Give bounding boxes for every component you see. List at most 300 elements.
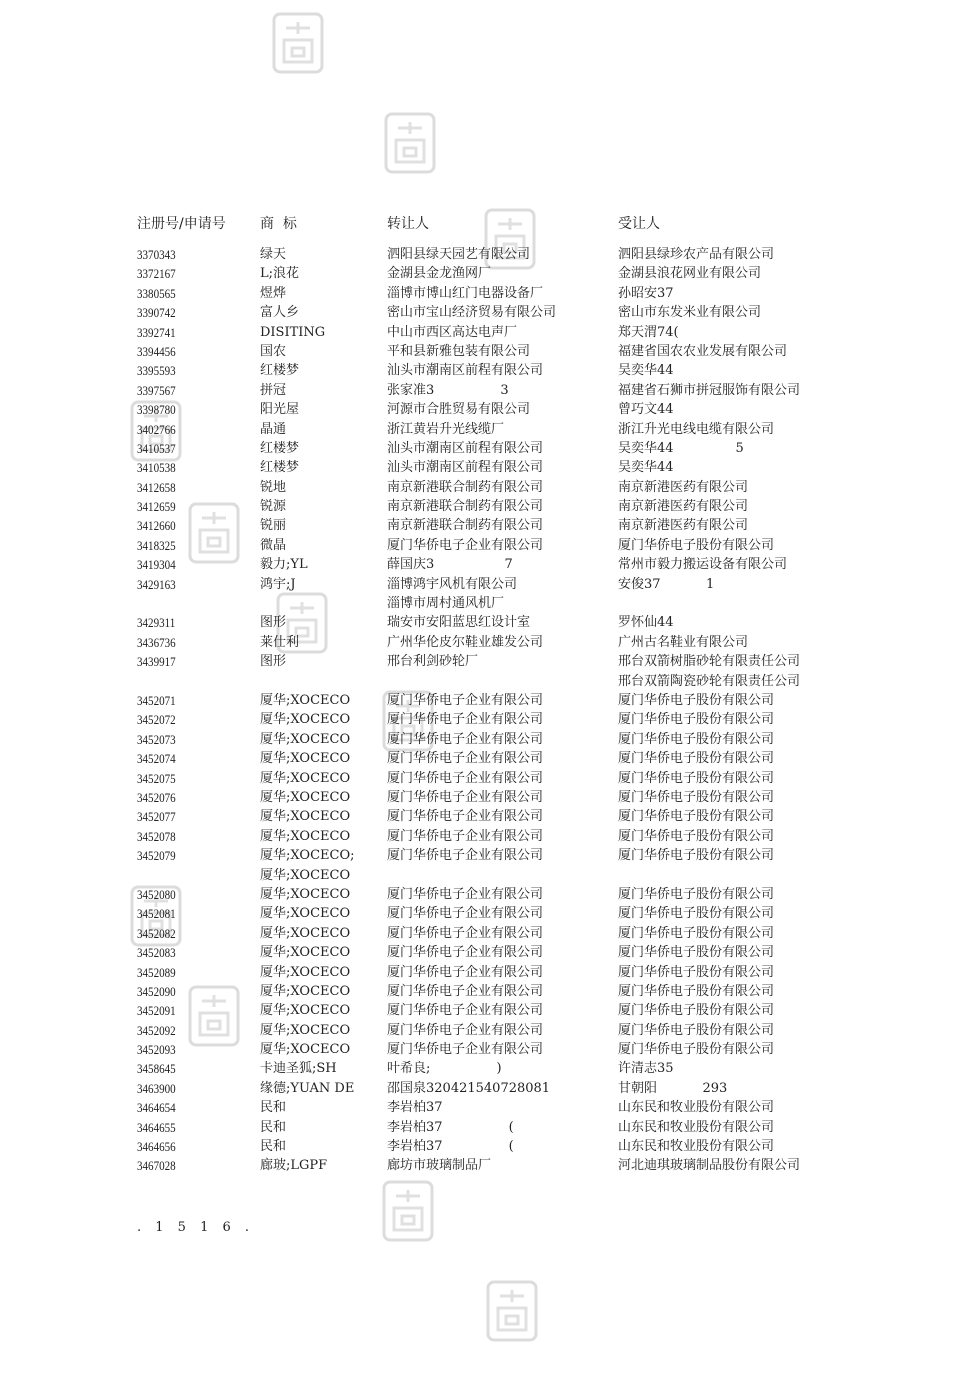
cell-line: 卡迪圣狐;SH	[260, 1061, 337, 1077]
table-row	[0, 1001, 980, 1020]
cell-line: 淄博鸿宇风机有限公司	[387, 576, 518, 592]
cell-line: 3463900	[137, 1080, 176, 1096]
cell-line: 罗怀仙44	[618, 615, 674, 631]
cell-line: 厦门华侨电子股份有限公司	[618, 906, 775, 922]
cell-line: 厦华;XOCECO	[260, 925, 351, 941]
cell-line: 3452073	[137, 731, 176, 747]
reg-no-cell	[137, 264, 176, 283]
transferor-cell	[387, 1059, 502, 1078]
cell-line: 图形	[260, 654, 287, 670]
assignee-cell	[618, 710, 774, 729]
mark-cell	[260, 730, 350, 749]
table-row	[0, 749, 980, 768]
reg-no-cell	[137, 1040, 176, 1059]
cell-line: 泗阳县绿珍农产品有限公司	[618, 247, 775, 262]
mark-cell	[260, 381, 286, 400]
cell-line: 厦门华侨电子企业有限公司	[387, 809, 544, 825]
table-row	[0, 885, 980, 904]
cell-line: 福建省石狮市拼冠服饰有限公司	[618, 382, 801, 398]
reg-no-cell	[137, 284, 176, 303]
cell-line: 3398780	[137, 402, 176, 418]
assignee-cell	[618, 478, 748, 497]
watermark	[382, 1180, 434, 1242]
reg-no-cell	[137, 749, 176, 768]
assignee-cell	[618, 361, 674, 380]
cell-line: 南京新港医药有限公司	[618, 499, 749, 515]
transferor-cell	[387, 807, 543, 826]
cell-line: 厦门华侨电子企业有限公司	[387, 848, 544, 864]
cell-line: 3464655	[137, 1119, 176, 1135]
assignee-cell	[618, 924, 774, 943]
cell-line: 南京新港医药有限公司	[618, 518, 749, 534]
reg-no-cell	[137, 691, 176, 710]
table-row	[0, 420, 980, 439]
table-row	[0, 943, 980, 962]
cell-line: 厦门华侨电子企业有限公司	[387, 731, 544, 747]
assignee-cell	[618, 749, 774, 768]
reg-no-cell	[137, 458, 176, 477]
reg-no-cell	[137, 323, 176, 342]
mark-cell	[260, 769, 350, 788]
cell-line: 厦门华侨电子股份有限公司	[618, 789, 775, 805]
cell-line: 厦门华侨电子股份有限公司	[618, 828, 775, 844]
cell-line: 3452075	[137, 770, 176, 786]
cell-line: 郑天渭74(	[618, 324, 679, 340]
transferor-cell	[387, 633, 543, 652]
cell-line: 厦门华侨电子企业有限公司	[387, 1003, 544, 1019]
cell-line: 山东民和牧业股份有限公司	[618, 1139, 775, 1155]
assignee-cell	[618, 1079, 727, 1098]
transferor-cell	[387, 284, 543, 303]
reg-no-cell	[137, 924, 176, 943]
reg-no-cell	[137, 633, 176, 652]
cell-line: 3452072	[137, 712, 176, 728]
transferor-cell	[387, 342, 530, 361]
cell-line: 缘德;YUAN DE	[260, 1080, 355, 1096]
reg-no-cell	[137, 478, 176, 497]
transferor-cell	[387, 730, 543, 749]
reg-no-cell	[137, 1079, 176, 1098]
mark-cell	[260, 516, 286, 535]
cell-line: 厦门华侨电子企业有限公司	[387, 964, 544, 980]
table-row	[0, 303, 980, 322]
table-row	[0, 342, 980, 361]
mark-cell	[260, 536, 286, 555]
cell-line: 淄博市周村通风机厂	[387, 596, 505, 612]
mark-cell	[260, 439, 299, 458]
table-row	[0, 555, 980, 574]
cell-line: 3429311	[137, 615, 176, 631]
cell-line: 厦华;XOCECO	[260, 945, 351, 961]
transferor-cell	[387, 420, 504, 439]
table-row	[0, 1079, 980, 1098]
cell-line: 吴奕华44	[618, 460, 674, 476]
cell-line: 煜烨	[260, 285, 287, 301]
cell-line: 厦门华侨电子股份有限公司	[618, 537, 775, 553]
mark-cell	[260, 264, 299, 283]
table-row	[0, 323, 980, 342]
mark-cell	[260, 478, 286, 497]
cell-line: 厦门华侨电子股份有限公司	[618, 693, 775, 709]
assignee-cell	[618, 439, 744, 458]
reg-no-cell	[137, 963, 176, 982]
assignee-cell	[618, 284, 674, 303]
header-assignee: 受让人	[618, 216, 660, 232]
cell-line: 厦华;XOCECO	[260, 1022, 351, 1038]
mark-cell	[260, 885, 350, 904]
transferor-cell	[387, 264, 491, 283]
mark-cell	[260, 710, 350, 729]
assignee-cell	[618, 963, 774, 982]
reg-no-cell	[137, 1098, 176, 1117]
reg-no-cell	[137, 943, 176, 962]
assignee-cell	[618, 1156, 800, 1175]
assignee-cell	[618, 691, 774, 710]
table-row	[0, 652, 980, 691]
mark-cell	[260, 303, 299, 322]
cell-line: 3452092	[137, 1022, 176, 1038]
cell-line: 汕头市潮南区前程有限公司	[387, 460, 544, 476]
cell-line: 3452081	[137, 906, 176, 922]
assignee-cell	[618, 497, 748, 516]
reg-no-cell	[137, 1001, 176, 1020]
table-row	[0, 807, 980, 826]
cell-line: 厦门华侨电子企业有限公司	[387, 886, 544, 902]
transferor-cell	[387, 982, 543, 1001]
table-row	[0, 1098, 980, 1117]
watermark	[384, 112, 436, 174]
cell-line: 红楼梦	[260, 460, 300, 476]
cell-line: 南京新港医药有限公司	[618, 479, 749, 495]
mark-cell	[260, 323, 325, 342]
assignee-cell	[618, 652, 800, 691]
assignee-cell	[618, 827, 774, 846]
mark-cell	[260, 1137, 286, 1156]
cell-line: 厦门华侨电子股份有限公司	[618, 1022, 775, 1038]
table-row	[0, 730, 980, 749]
cell-line: 河北迪琪玻璃制品股份有限公司	[618, 1158, 801, 1174]
mark-cell	[260, 497, 286, 516]
cell-line: 泗阳县绿天园艺有限公司	[387, 247, 531, 262]
cell-line: 厦华;XOCECO;	[260, 848, 355, 864]
watermark	[272, 12, 324, 74]
assignee-cell	[618, 1137, 774, 1156]
mark-cell	[260, 1098, 286, 1117]
cell-line: 微晶	[260, 537, 287, 553]
cell-line: 3452076	[137, 789, 176, 805]
mark-cell	[260, 1021, 350, 1040]
assignee-cell	[618, 303, 761, 322]
table-row	[0, 1021, 980, 1040]
transferor-cell	[387, 1118, 514, 1137]
transferor-cell	[387, 885, 543, 904]
mark-cell	[260, 1001, 350, 1020]
cell-line: 民和	[260, 1119, 287, 1135]
cell-line: 曾巧文44	[618, 402, 674, 418]
cell-line: 厦门华侨电子企业有限公司	[387, 906, 544, 922]
transferor-cell	[387, 904, 543, 923]
cell-line: 3412658	[137, 479, 176, 495]
table-row	[0, 788, 980, 807]
cell-line: 3394456	[137, 343, 176, 359]
cell-line: 莱仕利	[260, 634, 300, 650]
assignee-cell	[618, 536, 774, 555]
page-number: . 1 5 1 6 .	[137, 1220, 255, 1235]
mark-cell	[260, 1059, 337, 1078]
mark-cell	[260, 924, 350, 943]
cell-line: 厦门华侨电子股份有限公司	[618, 925, 775, 941]
assignee-cell	[618, 1098, 774, 1117]
table-row	[0, 613, 980, 632]
cell-line: 叶希良; )	[387, 1061, 502, 1077]
cell-line: 3372167	[137, 266, 176, 282]
mark-cell	[260, 749, 350, 768]
assignee-cell	[618, 885, 774, 904]
transfer-table	[0, 245, 980, 1176]
reg-no-cell	[137, 439, 176, 458]
header-mark: 商 标	[260, 216, 297, 232]
mark-cell	[260, 963, 350, 982]
cell-line: 常州市毅力搬运设备有限公司	[618, 557, 788, 573]
cell-line: 许清志35	[618, 1061, 674, 1077]
assignee-cell	[618, 575, 714, 594]
reg-no-cell	[137, 342, 176, 361]
cell-line: 3452083	[137, 945, 176, 961]
reg-no-cell	[137, 516, 176, 535]
cell-line: 3452089	[137, 964, 176, 980]
cell-line: 李岩柏37 (	[387, 1139, 514, 1155]
cell-line: 3452093	[137, 1042, 176, 1058]
assignee-cell	[618, 1021, 774, 1040]
cell-line: 李岩柏37	[387, 1100, 443, 1116]
cell-line: 邢台利剑砂轮厂	[387, 654, 479, 670]
cell-line: 3380565	[137, 285, 176, 301]
cell-line: 拼冠	[260, 382, 287, 398]
table-row	[0, 710, 980, 729]
transferor-cell	[387, 458, 543, 477]
mark-cell	[260, 245, 286, 264]
cell-line: 3402766	[137, 421, 176, 437]
reg-no-cell	[137, 381, 176, 400]
assignee-cell	[618, 730, 774, 749]
mark-cell	[260, 827, 350, 846]
reg-no-cell	[137, 730, 176, 749]
transferor-cell	[387, 245, 530, 264]
cell-line: 厦华;XOCECO	[260, 712, 351, 728]
transferor-cell	[387, 361, 543, 380]
cell-line: 3452077	[137, 809, 176, 825]
reg-no-cell	[137, 788, 176, 807]
cell-line: 3410537	[137, 440, 176, 456]
reg-no-cell	[137, 555, 176, 574]
mark-cell	[260, 420, 286, 439]
cell-line: 中山市西区高达电声厂	[387, 324, 518, 340]
cell-line: 图形	[260, 615, 287, 631]
transferor-cell	[387, 1079, 550, 1098]
assignee-cell	[618, 904, 774, 923]
cell-line: 3412659	[137, 499, 176, 515]
reg-no-cell	[137, 420, 176, 439]
transferor-cell	[387, 1098, 443, 1117]
cell-line: 3464656	[137, 1139, 176, 1155]
cell-line: 民和	[260, 1139, 287, 1155]
cell-line: 厦华;XOCECO	[260, 789, 351, 805]
cell-line: 李岩柏37 (	[387, 1119, 514, 1135]
cell-line: 密山市宝山经济贸易有限公司	[387, 305, 557, 321]
cell-line: 锐地	[260, 479, 287, 495]
assignee-cell	[618, 400, 674, 419]
assignee-cell	[618, 788, 774, 807]
reg-no-cell	[137, 400, 176, 419]
assignee-cell	[618, 1001, 774, 1020]
cell-line: 平和县新雅包装有限公司	[387, 343, 531, 359]
mark-cell	[260, 691, 350, 710]
cell-line: 厦门华侨电子企业有限公司	[387, 1042, 544, 1058]
table-row	[0, 361, 980, 380]
assignee-cell	[618, 381, 800, 400]
cell-line: 吴奕华44	[618, 363, 674, 379]
assignee-cell	[618, 264, 761, 283]
cell-line: 3452078	[137, 828, 176, 844]
table-row	[0, 963, 980, 982]
table-row	[0, 458, 980, 477]
transferor-cell	[387, 749, 543, 768]
reg-no-cell	[137, 497, 176, 516]
cell-line: 厦华;XOCECO	[260, 867, 351, 883]
reg-no-cell	[137, 245, 176, 264]
cell-line: 淄博市博山红门电器设备厂	[387, 285, 544, 301]
cell-line: 3439917	[137, 654, 176, 670]
cell-line: 厦门华侨电子股份有限公司	[618, 751, 775, 767]
table-row	[0, 264, 980, 283]
cell-line: 富人乡	[260, 305, 300, 321]
cell-line: 张家准3 3	[387, 382, 509, 398]
mark-cell	[260, 613, 286, 632]
cell-line: 厦华;XOCECO	[260, 751, 351, 767]
reg-no-cell	[137, 613, 175, 632]
transferor-cell	[387, 710, 543, 729]
reg-no-cell	[137, 536, 176, 555]
cell-line: 绿天	[260, 247, 287, 262]
mark-cell	[260, 982, 350, 1001]
cell-line: 薛国庆3 7	[387, 557, 513, 573]
table-row	[0, 633, 980, 652]
cell-line: 山东民和牧业股份有限公司	[618, 1100, 775, 1116]
cell-line: 山东民和牧业股份有限公司	[618, 1119, 775, 1135]
cell-line: L;浪花	[260, 266, 300, 282]
transferor-cell	[387, 1156, 491, 1175]
assignee-cell	[618, 807, 774, 826]
transferor-cell	[387, 497, 543, 516]
mark-cell	[260, 575, 296, 594]
table-row	[0, 381, 980, 400]
cell-line: 晶通	[260, 421, 287, 437]
mark-cell	[260, 342, 286, 361]
table-row	[0, 1059, 980, 1078]
cell-line: 浙江升光电线电缆有限公司	[618, 421, 775, 437]
transferor-cell	[387, 439, 543, 458]
table-row	[0, 904, 980, 923]
table-row	[0, 245, 980, 264]
cell-line: 金湖县浪花网业有限公司	[618, 266, 762, 282]
cell-line: 廊坊市玻璃制品厂	[387, 1158, 492, 1174]
reg-no-cell	[137, 1137, 176, 1156]
transferor-cell	[387, 478, 543, 497]
table-row	[0, 284, 980, 303]
cell-line: 厦门华侨电子股份有限公司	[618, 886, 775, 902]
mark-cell	[260, 400, 299, 419]
table-row	[0, 536, 980, 555]
mark-cell	[260, 1079, 354, 1098]
transferor-cell	[387, 943, 543, 962]
transferor-cell	[387, 788, 543, 807]
assignee-cell	[618, 245, 774, 264]
cell-line: 福建省国农农业发展有限公司	[618, 343, 788, 359]
mark-cell	[260, 1156, 327, 1175]
transferor-cell	[387, 536, 543, 555]
cell-line: DISITING	[260, 324, 326, 340]
cell-line: 厦门华侨电子企业有限公司	[387, 751, 544, 767]
reg-no-cell	[137, 710, 176, 729]
cell-line: 3452079	[137, 848, 176, 864]
cell-line: 厦门华侨电子股份有限公司	[618, 770, 775, 786]
cell-line: 厦门华侨电子企业有限公司	[387, 828, 544, 844]
cell-line: 厦门华侨电子企业有限公司	[387, 712, 544, 728]
cell-line: 孙昭安37	[618, 285, 674, 301]
cell-line: 3464654	[137, 1100, 176, 1116]
cell-line: 红楼梦	[260, 440, 300, 456]
assignee-cell	[618, 323, 679, 342]
cell-line: 3412660	[137, 518, 176, 534]
cell-line: 3395593	[137, 363, 176, 379]
cell-line: 厦华;XOCECO	[260, 731, 351, 747]
table-row	[0, 1040, 980, 1059]
cell-line: 厦华;XOCECO	[260, 886, 351, 902]
table-row	[0, 827, 980, 846]
cell-line: 厦华;XOCECO	[260, 693, 351, 709]
reg-no-cell	[137, 303, 176, 322]
cell-line: 3452082	[137, 925, 176, 941]
cell-line: 3397567	[137, 382, 176, 398]
reg-no-cell	[137, 575, 176, 594]
reg-no-cell	[137, 982, 176, 1001]
cell-line: 厦华;XOCECO	[260, 809, 351, 825]
cell-line: 瑞安市安阳蓝思红设计室	[387, 615, 531, 631]
header-reg-no: 注册号/申请号	[137, 216, 226, 232]
table-row	[0, 769, 980, 788]
cell-line: 厦华;XOCECO	[260, 828, 351, 844]
transferor-cell	[387, 381, 509, 400]
mark-cell	[260, 904, 350, 923]
cell-line: 3370343	[137, 247, 176, 262]
transferor-cell	[387, 846, 543, 865]
assignee-cell	[618, 1118, 774, 1137]
reg-no-cell	[137, 769, 176, 788]
cell-line: 3452080	[137, 886, 176, 902]
table-row	[0, 516, 980, 535]
cell-line: 浙江黄岩升光线缆厂	[387, 421, 505, 437]
cell-line: 锐源	[260, 499, 287, 515]
transferor-cell	[387, 1040, 543, 1059]
cell-line: 厦门华侨电子股份有限公司	[618, 712, 775, 728]
cell-line: 厦门华侨电子企业有限公司	[387, 537, 544, 553]
transferor-cell	[387, 1001, 543, 1020]
table-row	[0, 1137, 980, 1156]
reg-no-cell	[137, 846, 176, 865]
table-row	[0, 924, 980, 943]
transferor-cell	[387, 924, 543, 943]
cell-line: 厦门华侨电子企业有限公司	[387, 770, 544, 786]
